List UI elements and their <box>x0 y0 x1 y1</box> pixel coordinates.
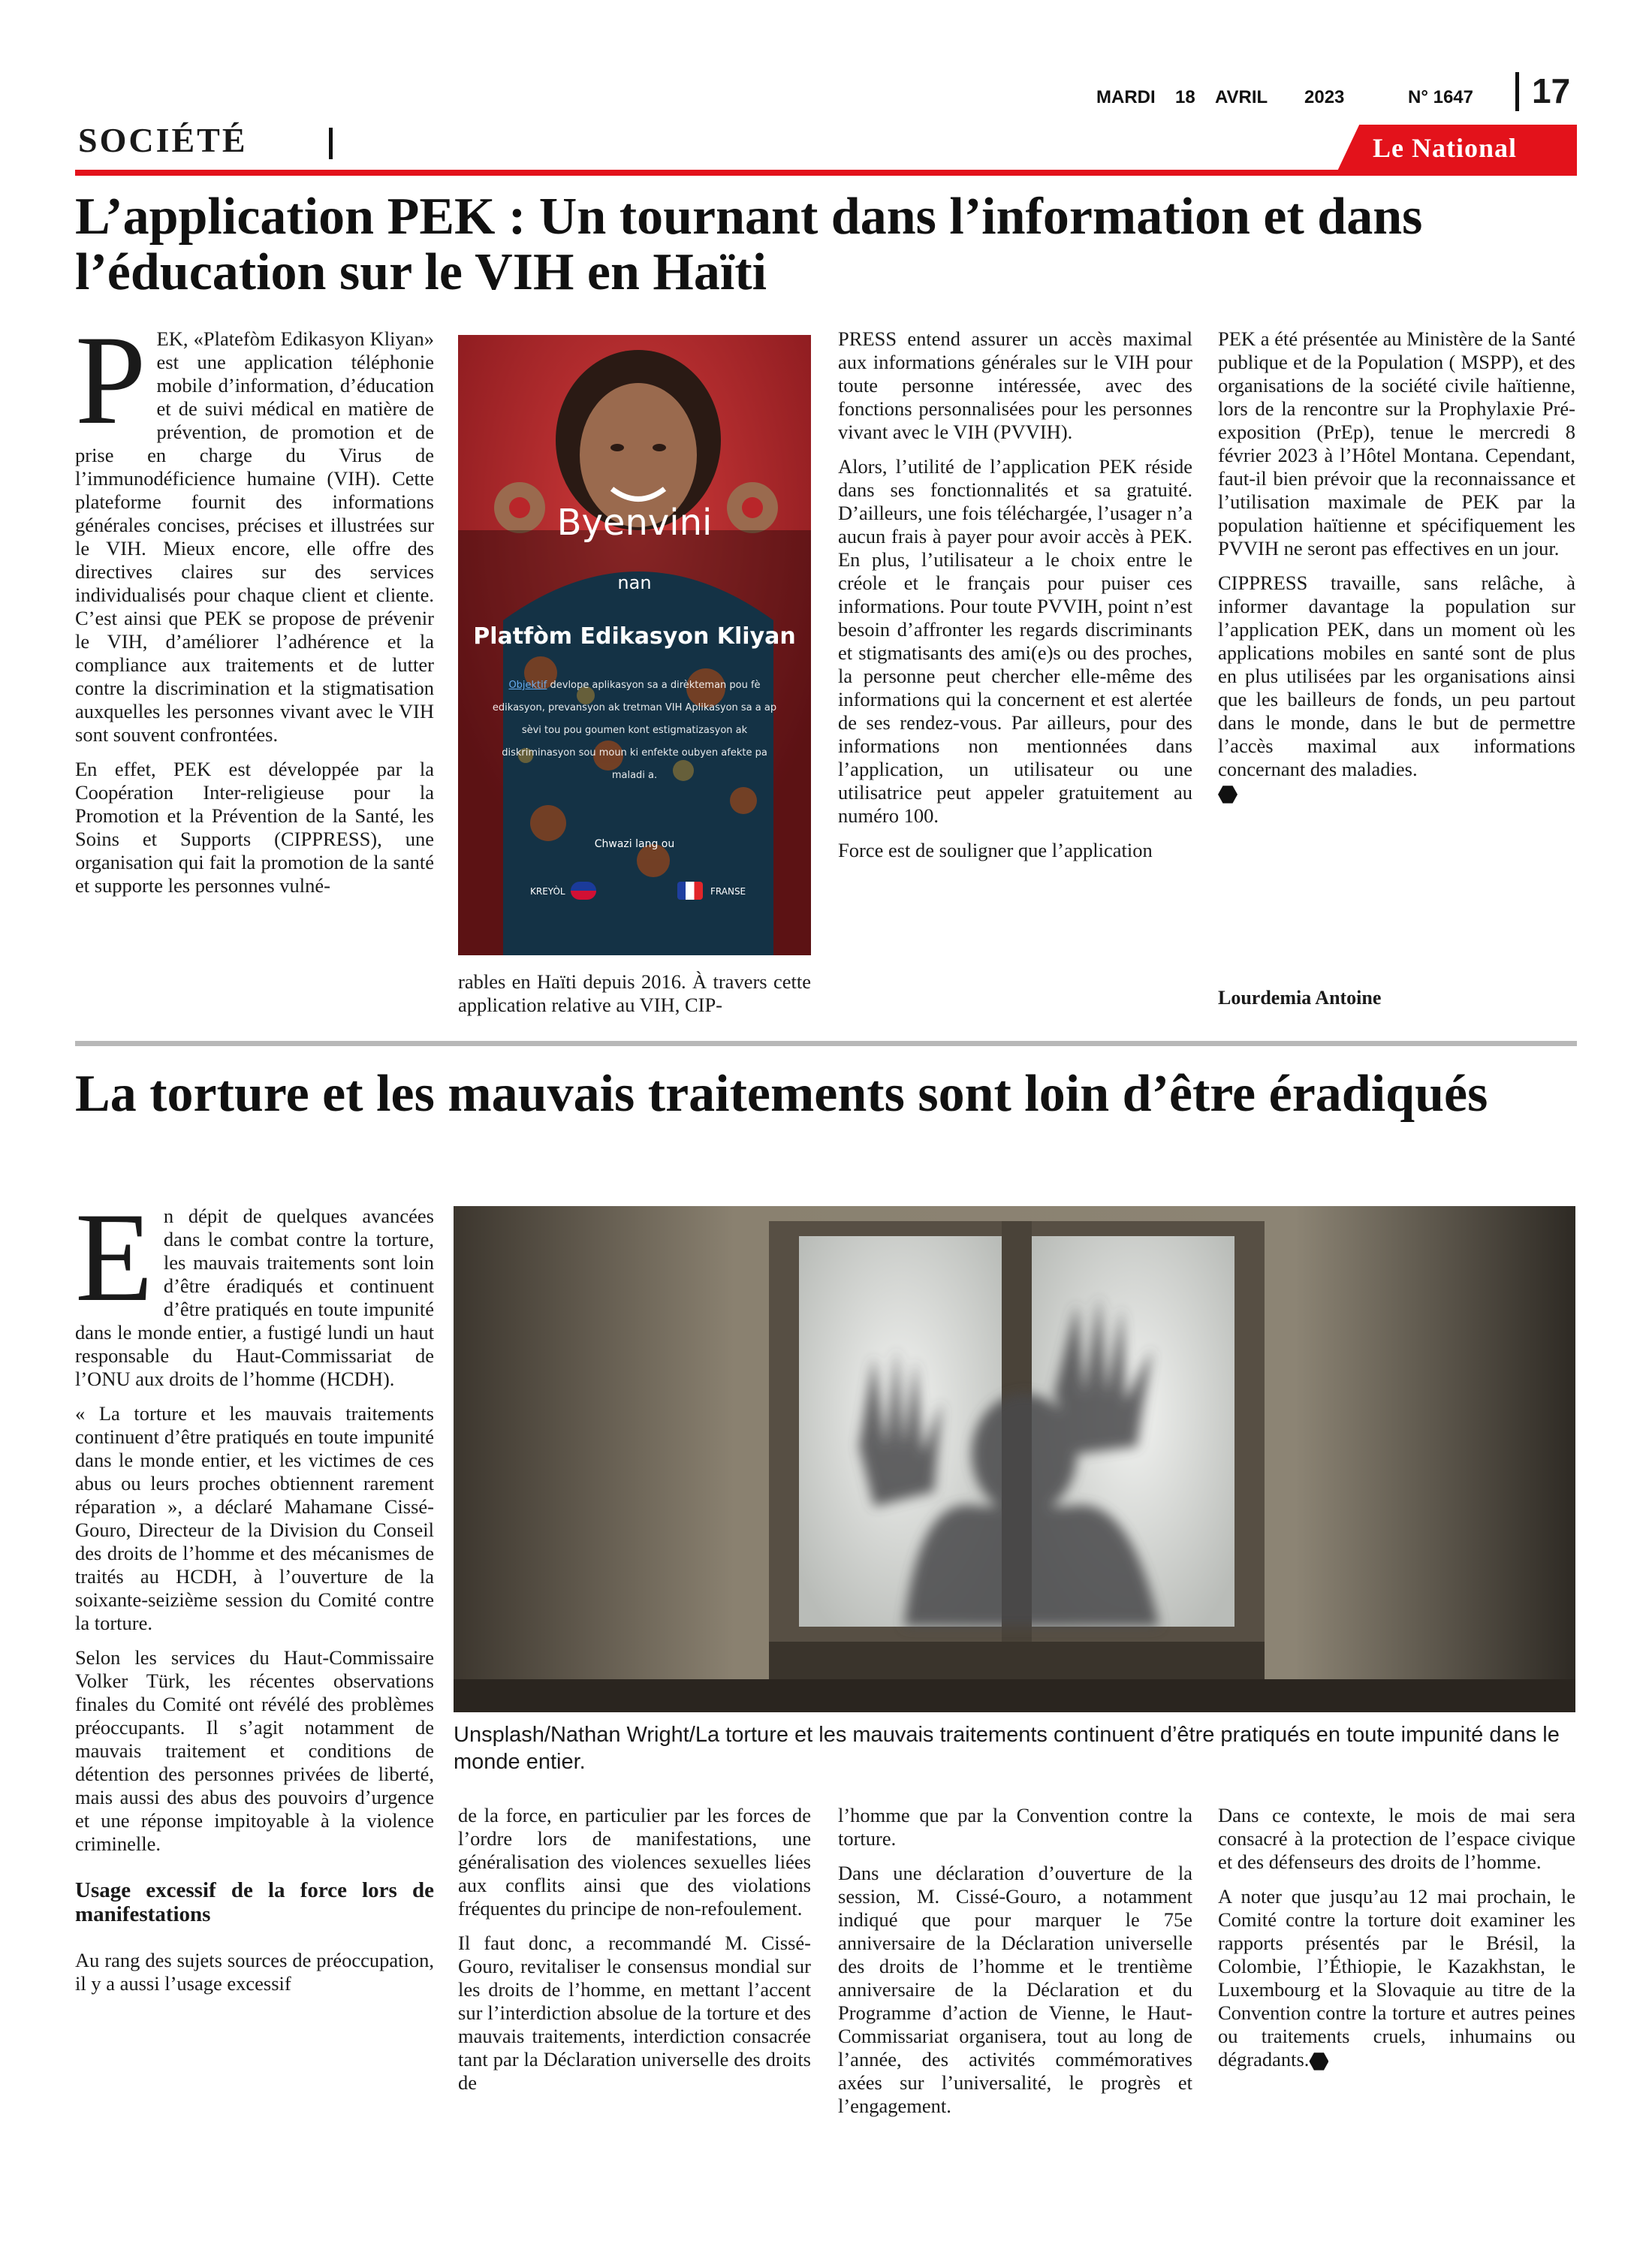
article1-column-1 <box>75 309 434 909</box>
issue-number: N° 1647 <box>1408 87 1473 107</box>
end-of-article-icon <box>1309 2052 1328 2071</box>
phone-description: Objektif devlope aplikasyon sa a dirèkteman pou fè edikasyon, prevansyon ak tretman VIH Aplikasyon sa a ap sèvi tou pou goumen kont estigmatizasyon ak diskriminasyon sou moun ki enfekte oubyen afekte pa maladi a. <box>492 680 777 781</box>
phone-nan-text: nan <box>617 572 652 593</box>
page-number: 17 <box>1532 71 1571 110</box>
issue-month: AVRIL <box>1215 87 1268 107</box>
article2-headline: La torture et les mauvais traitements sont loin d’être éradiqués <box>75 1065 1488 1123</box>
photo-caption: Unsplash/Nathan Wright/La torture et les mauvais traitements continuent d’être pratiqués en toute impunité dans le monde entier. <box>454 1723 1560 1774</box>
article2-paragraph: « La torture et les mauvais traitements continuent d’être pratiqués en toute impunité dans le monde entier, et les victimes de ces abus ou leurs proches obtiennent rarement réparation », a déclaré Mahamane Cissé-Gouro, Directeur de la Division du Conseil des droits de l’homme et des mécanismes de traités au HCDH, à l’ouverture de la soixante-seizième session du Comité contre la torture. <box>75 1402 434 1634</box>
issue-year: 2023 <box>1304 87 1345 107</box>
article1-paragraph: CIPPRESS travaille, sans relâche, à informer davantage la population sur l’application PEK, dans un moment où les applications mobiles en santé sont de plus en plus utilisées par les organisations ainsi que les bailleurs de fonds, un peu partout dans le monde, dans le but de permettre l’accès maximal aux informations concernant des maladies. <box>1218 572 1575 780</box>
article1-paragraph: EK, «Platefòm Edikasyon Kliyan» est une application téléphonie mobile d’information, d’éducation et de suivi médical en matière de prévention, de promotion et de prise en charge du Virus de l’immunodéficience humaine (VIH). Cette plateforme fournit des informations générales concises, précises et illustrées sur le VIH. Mieux encore, elle offre des directives claires sur des services individualisés pour chaque client et cliente. C’est ainsi que PEK se propose de prévenir le VIH, d’améliorer l’adhérence et la compliance aux traitements et de lutter contre la discrimination et la stigmatisation auxquelles les personnes vivant avec le VIH sont souvent confrontées. <box>75 327 434 746</box>
article2-column-3 <box>838 1804 1192 2129</box>
article1-column-3 <box>838 327 1192 873</box>
article2-paragraph: A noter que jusqu’au 12 mai prochain, le Comité contre la torture doit examiner les rapports présentés par le Brésil, la Colombie, l’Éthiopie, le Kazakhstan, le Luxembourg et la Slovaquie au titre de la Convention contre la torture et autres peines ou traitements cruels, inhumains ou dégradants. <box>1218 1885 1575 2071</box>
phone-link-word: Objektif <box>508 680 547 691</box>
article2-dropcap: E <box>75 1187 153 1328</box>
article1-dropcap: P <box>75 309 146 451</box>
article1-column-2 <box>458 970 811 1028</box>
issue-day: MARDI <box>1096 87 1156 107</box>
language-kreyol-button[interactable]: KREYÒL <box>530 886 565 897</box>
article1-paragraph: rables en Haïti depuis 2016. À travers cette application relative au VIH, CIP- <box>458 970 811 1016</box>
article2-paragraph: Selon les services du Haut-Commissaire Volker Türk, les récentes observations finales du Comité ont révélé des problèmes préoccupants. Il s’agit notamment de mauvais traitement et conditions de détention des personnes privées de liberté, mais aussi des abus des pouvoirs d’urgence et une réponse impitoyable à la violence criminelle. <box>75 1646 434 1855</box>
window-silhouette-illustration <box>454 1206 1575 1712</box>
article1-paragraph: PRESS entend assurer un accès maximal aux informations générales sur le VIH pour toute personne intéressée, avec des fonctions personnalisées pour les personnes vivant avec le VIH (PVVIH). <box>838 327 1192 443</box>
article2-subheading: Usage excessif de la force lors de manifestations <box>75 1878 434 1926</box>
article1-column-4 <box>1218 327 1575 816</box>
app-screenshot-image <box>458 335 811 955</box>
article2-paragraph: Il faut donc, a recommandé M. Cissé-Gouro, revitaliser le consensus mondial sur les droits de l’homme, en mettant l’accent sur l’interdiction absolue de la torture et des mauvais traitements, interdiction consacrée tant par la Déclaration universelle des droits de <box>458 1932 811 2094</box>
page-number-divider <box>1515 72 1519 111</box>
article-divider <box>75 1041 1577 1046</box>
window-photo <box>454 1206 1575 1712</box>
article2-column-2 <box>458 1804 811 2106</box>
brand-name: Le National <box>1373 133 1518 163</box>
article2-paragraph: l’homme que par la Convention contre la torture. <box>838 1804 1192 1850</box>
section-label: SOCIÉTÉ <box>78 121 248 159</box>
phone-platform-title: Platfòm Edikasyon Kliyan <box>473 623 796 650</box>
language-franse-button[interactable]: FRANSE <box>710 886 746 897</box>
article2-paragraph: Au rang des sujets sources de préoccupation, il y a aussi l’usage excessif <box>75 1949 434 1995</box>
section-divider <box>329 128 333 159</box>
article1-paragraph: PEK a été présentée au Ministère de la Santé publique et de la Population ( MSPP), et des organisations de la société civile haïtienne, lors de la rencontre sur la Prophylaxie Pré-exposition (PrEp), tenue le mercredi 8 février 2023 à l’Hôtel Montana. Cependant, faut-il bien prévoir que la reconnaissance et l’utilisation maximale de PEK par la population haïtienne et spécifiquement les PVVIH ne seront pas effectives en un jour. <box>1218 327 1575 559</box>
article2-paragraph: Dans ce contexte, le mois de mai sera consacré à la protection de l’espace civique et des défenseurs des droits de l’homme. <box>1218 1804 1575 1873</box>
article1-byline: Lourdemia Antoine <box>1218 987 1382 1009</box>
article2-paragraph: n dépit de quelques avancées dans le combat contre la torture, les mauvais traitements sont loin d’être éradiqués et continuent d’être pratiqués en toute impunité dans le monde entier, a fustigé lundi un haut responsable du Haut-Commissariat de l’ONU aux droits de l’homme (HCDH). <box>75 1205 434 1390</box>
article2-column-1 <box>75 1187 434 2007</box>
article1-headline: L’application PEK : Un tournant dans l’information et dans l’éducation sur le VIH en Haïti <box>75 188 1423 301</box>
end-of-article-icon <box>1218 785 1237 804</box>
article1-paragraph: En effet, PEK est développée par la Coopération Inter-religieuse pour la Promotion et la Prévention de la Santé, les Soins et Supports (CIPPRESS), une organisation qui fait la promotion de la santé et supporte les personnes vulné- <box>75 758 434 897</box>
article2-column-4 <box>1218 1804 1575 2083</box>
haiti-flag-icon[interactable] <box>571 882 596 900</box>
phone-welcome-text: Byenvini <box>556 502 713 544</box>
article1-paragraph: Alors, l’utilité de l’application PEK réside dans ses fonctionnalités et sa gratuité. D’ailleurs, une fois téléchargée, l’usager n’a aucun frais à payer pour avoir accès à PEK. En plus, l’utilisateur a le choix entre le créole et le français pour puiser ces informations. Pour toute PVVIH, point n’est besoin d’affronter les regards discriminants et stigmatisants des ami(e)s ou des proches, la personne peut chercher elle-même des informations qui la concernent et est alertée de ses rendez-vous. Par ailleurs, pour des informations non mentionnées dans l’application, un utilisateur ou une utilisatrice peut appeler gratuitement au numéro 100. <box>838 455 1192 827</box>
article2-paragraph: de la force, en particulier par les forces de l’ordre lors de manifestations, une généralisation des violences sexuelles liées aux conflits ainsi que des violations fréquentes du principe de non-refoulement. <box>458 1804 811 1920</box>
article1-paragraph: Force est de souligner que l’application <box>838 839 1153 861</box>
france-flag-icon[interactable] <box>677 882 703 900</box>
issue-date: 18 <box>1175 87 1195 107</box>
phone-choose-language: Chwazi lang ou <box>594 838 675 850</box>
article2-paragraph: Dans une déclaration d’ouverture de la session, M. Cissé-Gouro, a notamment indiqué que pour marquer le 75e anniversaire de la Déclaration universelle des droits de l’homme et le trentième anniversaire de la Déclaration et du Programme d’action de Vienne, le Haut-Commissariat organisera, tout au long de l’année, des activités commémoratives axées sur l’universalité, le progrès et l’engagement. <box>838 1862 1192 2117</box>
